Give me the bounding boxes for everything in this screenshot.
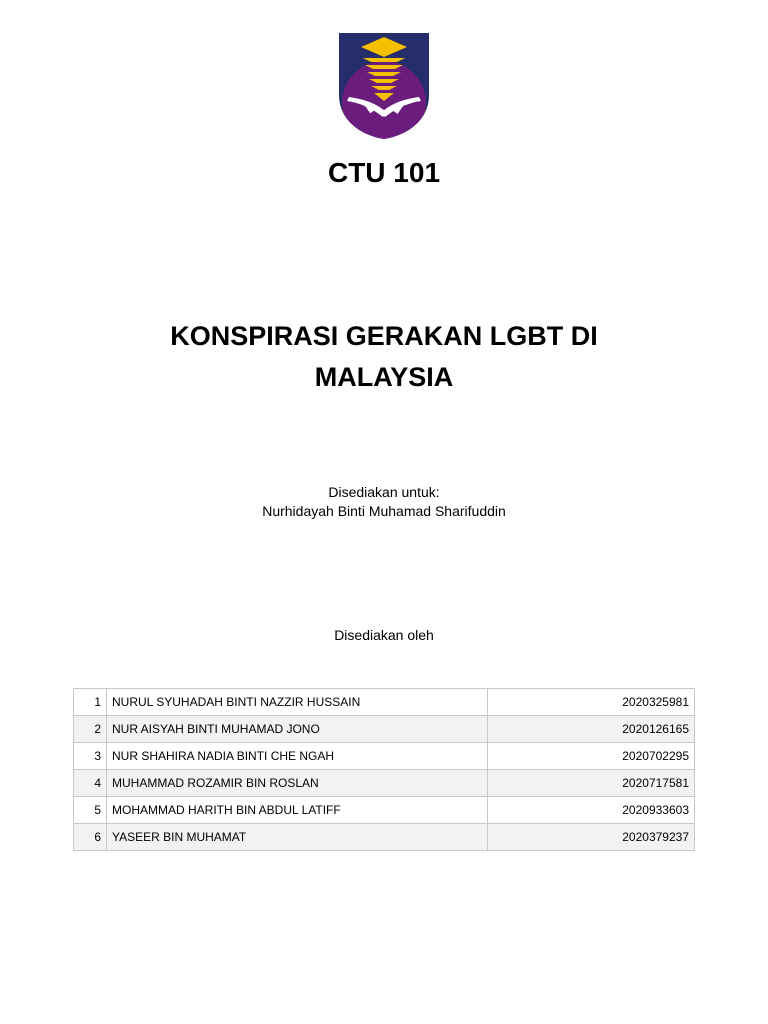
member-name: MUHAMMAD ROZAMIR BIN ROSLAN [107,770,488,797]
prepared-for-section [0,483,768,521]
table-row [74,716,695,743]
row-number: 6 [74,824,107,851]
row-number: 3 [74,743,107,770]
student-id: 2020702295 [488,743,695,770]
member-name: NURUL SYUHADAH BINTI NAZZIR HUSSAIN [107,689,488,716]
student-id: 2020717581 [488,770,695,797]
row-number: 2 [74,716,107,743]
lecturer-name: Nurhidayah Binti Muhamad Sharifuddin [262,503,506,519]
prepared-for-label: Disediakan untuk: [328,484,440,500]
course-code: CTU 101 [327,157,441,188]
table-row [74,797,695,824]
student-id: 2020379237 [488,824,695,851]
student-id: 2020933603 [488,797,695,824]
title-line-1: KONSPIRASI GERAKAN LGBT DI [170,321,598,351]
table-row [74,824,695,851]
member-name: MOHAMMAD HARITH BIN ABDUL LATIFF [107,797,488,824]
prepared-by-label: Disediakan oleh [334,627,434,643]
title-line-2: MALAYSIA [314,362,454,392]
member-name: YASEER BIN MUHAMAT [107,824,488,851]
row-number: 4 [74,770,107,797]
table-row [74,743,695,770]
members-table [73,688,695,851]
university-crest-logo [337,31,431,141]
row-number: 1 [74,689,107,716]
table-row [74,770,695,797]
member-name: NUR AISYAH BINTI MUHAMAD JONO [107,716,488,743]
member-name: NUR SHAHIRA NADIA BINTI CHE NGAH [107,743,488,770]
student-id: 2020325981 [488,689,695,716]
row-number: 5 [74,797,107,824]
document-title [120,316,648,398]
table-row [74,689,695,716]
student-id: 2020126165 [488,716,695,743]
